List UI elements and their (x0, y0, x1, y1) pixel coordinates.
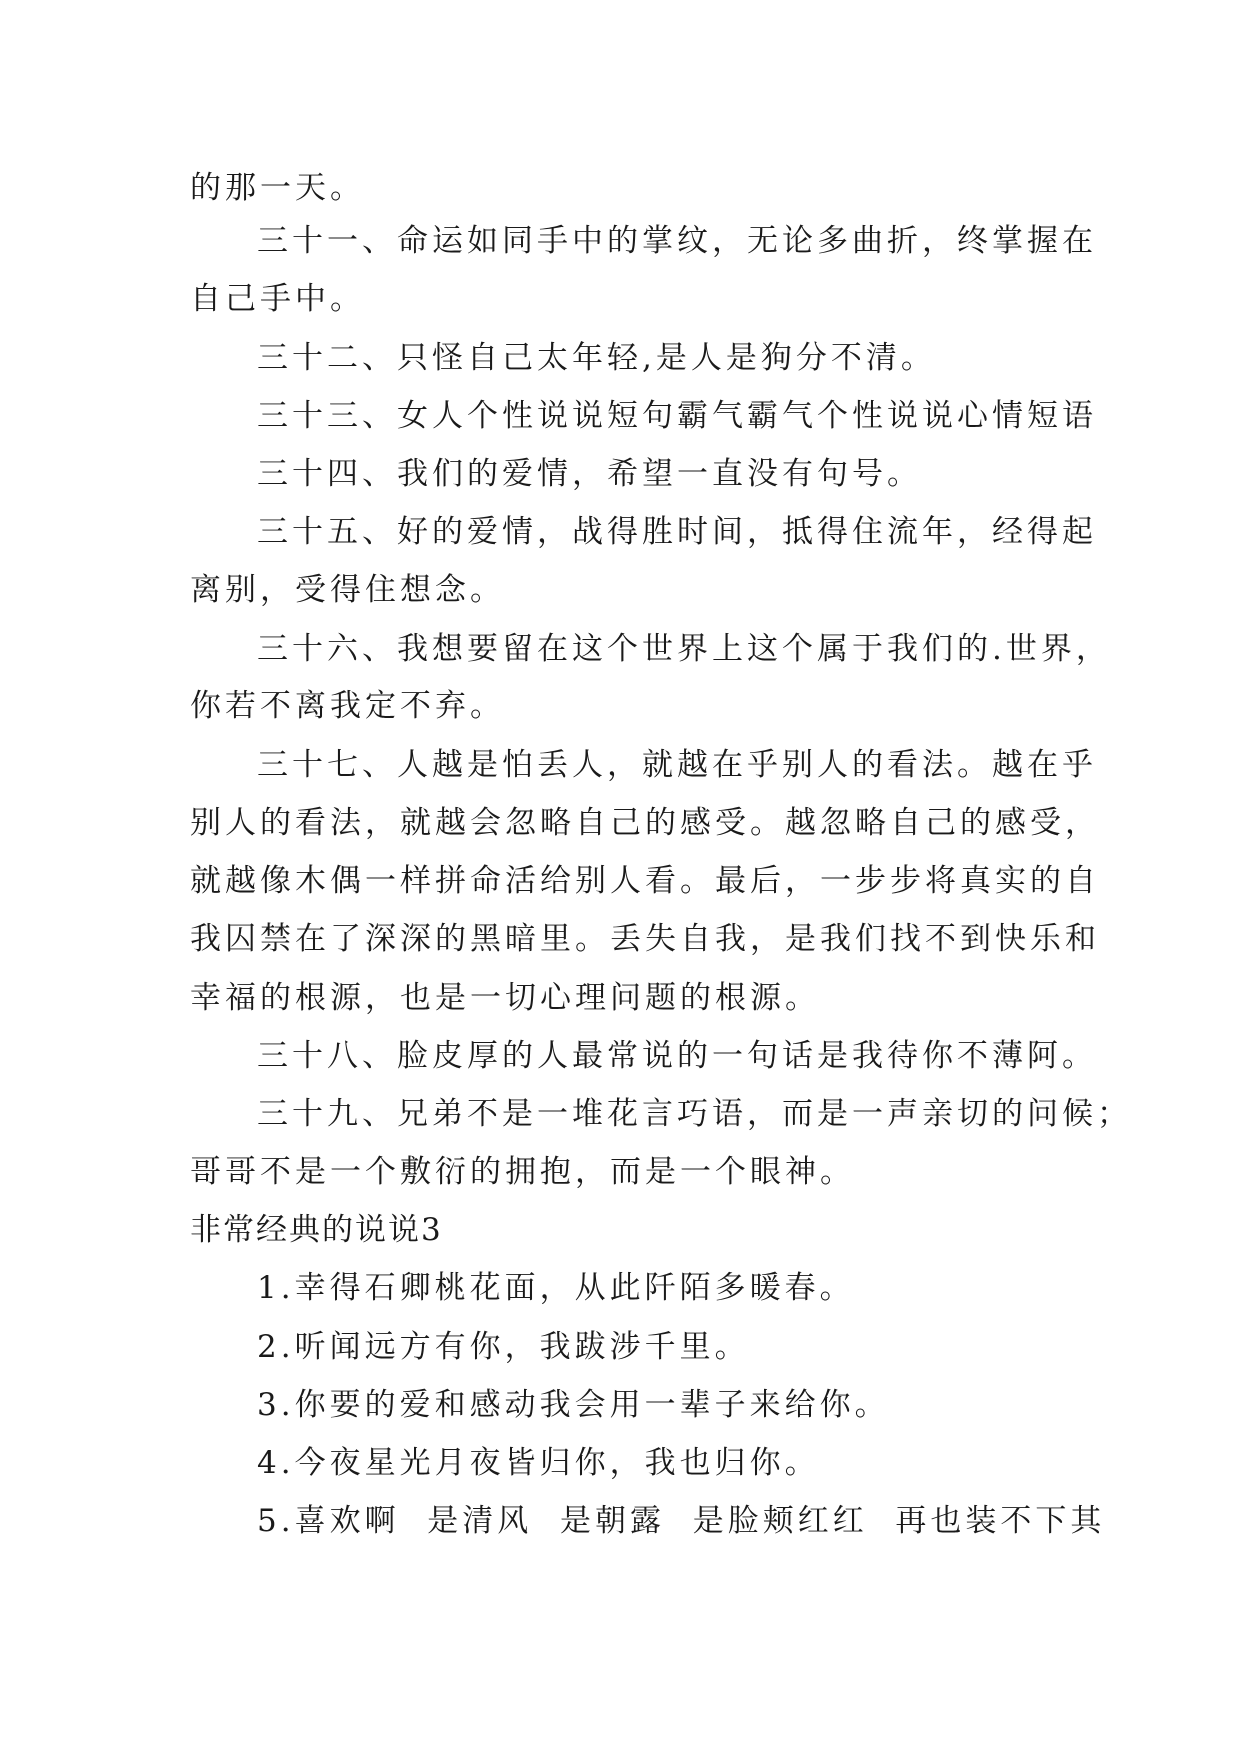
list-item: 2.听闻远方有你，我跋涉千里。 (257, 1329, 750, 1365)
list-item: 4.今夜星光月夜皆归你，我也归你。 (257, 1445, 820, 1481)
list-item: 3.你要的爱和感动我会用一辈子来给你。 (257, 1387, 890, 1423)
text-line: 三十二、只怪自己太年轻,是人是狗分不清。 (257, 340, 936, 376)
text-line: 你若不离我定不弃。 (190, 688, 505, 724)
text-line: 就越像木偶一样拼命活给别人看。最后，一步步将真实的自 (190, 863, 1100, 899)
text-line: 我囚禁在了深深的黑暗里。丢失自我，是我们找不到快乐和 (190, 921, 1100, 957)
text-line: 自己手中。 (190, 281, 365, 317)
text-line: 的那一天。 (190, 170, 365, 206)
text-line: 离别，受得住想念。 (190, 572, 505, 608)
text-line: 三十三、女人个性说说短句霸气霸气个性说说心情短语 (257, 398, 1097, 434)
text-line: 三十六、我想要留在这个世界上这个属于我们的.世界， (257, 631, 1111, 667)
list-item: 1.幸得石卿桃花面，从此阡陌多暖春。 (257, 1270, 855, 1306)
text-line: 三十八、脸皮厚的人最常说的一句话是我待你不薄阿。 (257, 1038, 1097, 1074)
section-heading: 非常经典的说说3 (190, 1212, 443, 1248)
text-line: 幸福的根源，也是一切心理问题的根源。 (190, 980, 820, 1016)
text-line: 三十五、好的爱情，战得胜时间，抵得住流年，经得起 (257, 514, 1097, 550)
list-item: 5.喜欢啊 是清风 是朝露 是脸颊红红 再也装不下其 (257, 1503, 1106, 1539)
text-line: 三十四、我们的爱情，希望一直没有句号。 (257, 456, 922, 492)
text-line: 哥哥不是一个敷衍的拥抱，而是一个眼神。 (190, 1154, 855, 1190)
text-line: 别人的看法，就越会忽略自己的感受。越忽略自己的感受， (190, 805, 1100, 841)
text-line: 三十九、兄弟不是一堆花言巧语，而是一声亲切的问候； (257, 1096, 1132, 1132)
text-line: 三十七、人越是怕丢人，就越在乎别人的看法。越在乎 (257, 747, 1097, 783)
text-line: 三十一、命运如同手中的掌纹，无论多曲折，终掌握在 (257, 223, 1097, 259)
